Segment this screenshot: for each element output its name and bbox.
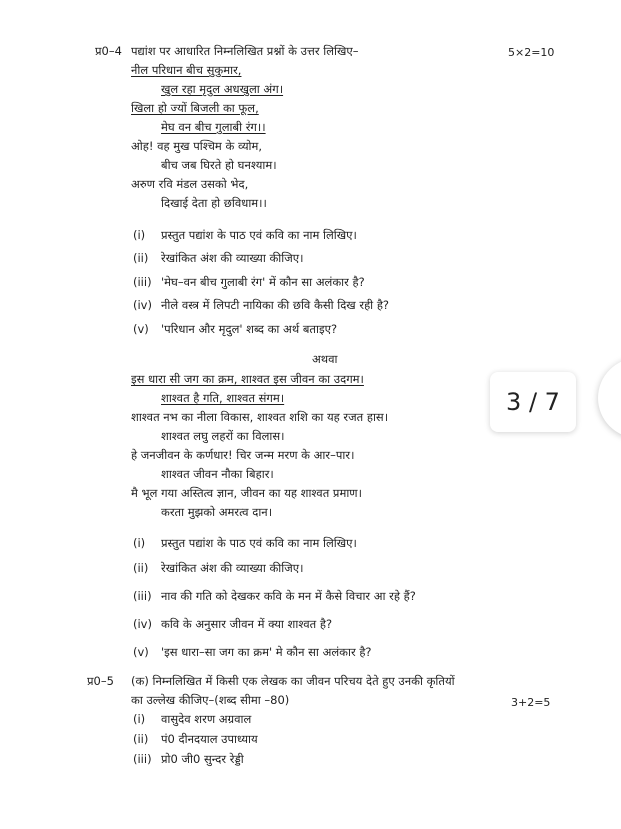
q4a-num-1: (i): [133, 228, 146, 242]
q4-marks: 5×2=10: [508, 46, 555, 59]
q4a-num-5: (v): [133, 322, 149, 336]
q5-line-2: का उल्लेख कीजिए–(शब्द सीमा –80): [131, 693, 290, 707]
poem1-line-4: मेघ वन बीच गुलाबी रंग।।: [161, 120, 266, 134]
poem2-line-7: मै भूल गया अस्तित्व ज्ञान, जीवन का यह शाश्वत प्रमाण।: [131, 486, 362, 500]
q4-number: प्र0–4: [95, 44, 122, 58]
q4b-text-1: प्रस्तुत पद्यांश के पाठ एवं कवि का नाम लिखिए।: [161, 536, 357, 550]
poem2-line-3: शाश्वत नभ का नीला विकास, शाश्वत शशि का यह रजत हास।: [131, 410, 389, 424]
q4-heading: पद्यांश पर आधारित निम्नलिखित प्रश्नों के उत्तर लिखिए–: [131, 44, 359, 58]
q4b-text-5: 'इस धारा–सा जग का क्रम' मे कौन सा अलंकार है?: [161, 645, 372, 659]
poem1-line-5: ओह! वह मुख पश्चिम के व्योम,: [131, 139, 263, 153]
q4a-text-5: 'परिधान और मृदुल' शब्द का अर्थ बताइए?: [161, 322, 338, 336]
poem2-line-1: इस धारा सी जग का क्रम, शाश्वत इस जीवन का उदगम।: [131, 372, 364, 386]
q4b-num-2: (ii): [133, 561, 149, 575]
q4a-text-4: नीले वस्त्र में लिपटी नायिका की छवि कैसी दिख रही है?: [161, 298, 390, 312]
q4a-text-3: 'मेघ–वन बीच गुलाबी रंग' में कौन सा अलंकार है?: [161, 275, 365, 289]
q4a-num-3: (iii): [133, 275, 152, 289]
q5-option-num-1: (i): [133, 712, 146, 726]
q5-marks: 3+2=5: [511, 696, 551, 709]
q4b-num-4: (iv): [133, 617, 152, 631]
q4b-num-3: (iii): [133, 589, 152, 603]
poem1-line-3: खिला हो ज्यों बिजली का फूल,: [131, 101, 259, 115]
q4b-text-3: नाव की गति को देखकर कवि के मन में कैसे विचार आ रहे हैं?: [161, 589, 416, 603]
q4a-num-2: (ii): [133, 251, 149, 265]
page-indicator: 3 / 7: [490, 372, 576, 432]
q5-number: प्र0–5: [87, 674, 114, 688]
poem1-line-2: खुल रहा मृदुल अधखुला अंग।: [161, 82, 284, 96]
q4b-num-1: (i): [133, 536, 146, 550]
q4b-num-5: (v): [133, 645, 149, 659]
q4b-text-4: कवि के अनुसार जीवन में क्या शाश्वत है?: [161, 617, 333, 631]
q5-option-text-2: पं0 दीनदयाल उपाध्याय: [161, 732, 258, 746]
poem2-line-4: शाश्वत लघु लहरों का विलास।: [161, 429, 285, 443]
poem1-line-8: दिखाई देता हो छविधाम।।: [161, 196, 267, 210]
or-label: अथवा: [312, 352, 338, 366]
poem2-line-2: शाश्वत है गति, शाश्वत संगम।: [161, 391, 285, 405]
q4a-num-4: (iv): [133, 298, 152, 312]
q5-option-num-2: (ii): [133, 732, 149, 746]
q5-option-num-3: (iii): [133, 752, 152, 766]
q5-option-text-1: वासुदेव शरण अग्रवाल: [161, 712, 252, 726]
poem1-line-7: अरुण रवि मंडल उसको भेद,: [131, 177, 249, 191]
q4a-text-2: रेखांकित अंश की व्याख्या कीजिए।: [161, 251, 304, 265]
poem2-line-6: शाश्वत जीवन नौका बिहार।: [161, 467, 274, 481]
q5-line-1: (क) निम्नलिखित में किसी एक लेखक का जीवन परिचय देते हुए उनकी कृतियों: [131, 674, 455, 688]
q4a-text-1: प्रस्तुत पद्यांश के पाठ एवं कवि का नाम लिखिए।: [161, 228, 357, 242]
floating-action-button[interactable]: [598, 358, 621, 438]
poem2-line-5: हे जनजीवन के कर्णधार! चिर जन्म मरण के आर–पार।: [131, 448, 355, 462]
poem2-line-8: करता मुझको अमरत्व दान।: [161, 505, 273, 519]
poem1-line-6: बीच जब घिरते हो घनश्याम।: [161, 158, 277, 172]
q4b-text-2: रेखांकित अंश की व्याख्या कीजिए।: [161, 561, 304, 575]
poem1-line-1: नील परिधान बीच सुकुमार,: [131, 63, 242, 77]
q5-option-text-3: प्रो0 जी0 सुन्दर रेड्डी: [161, 752, 244, 766]
